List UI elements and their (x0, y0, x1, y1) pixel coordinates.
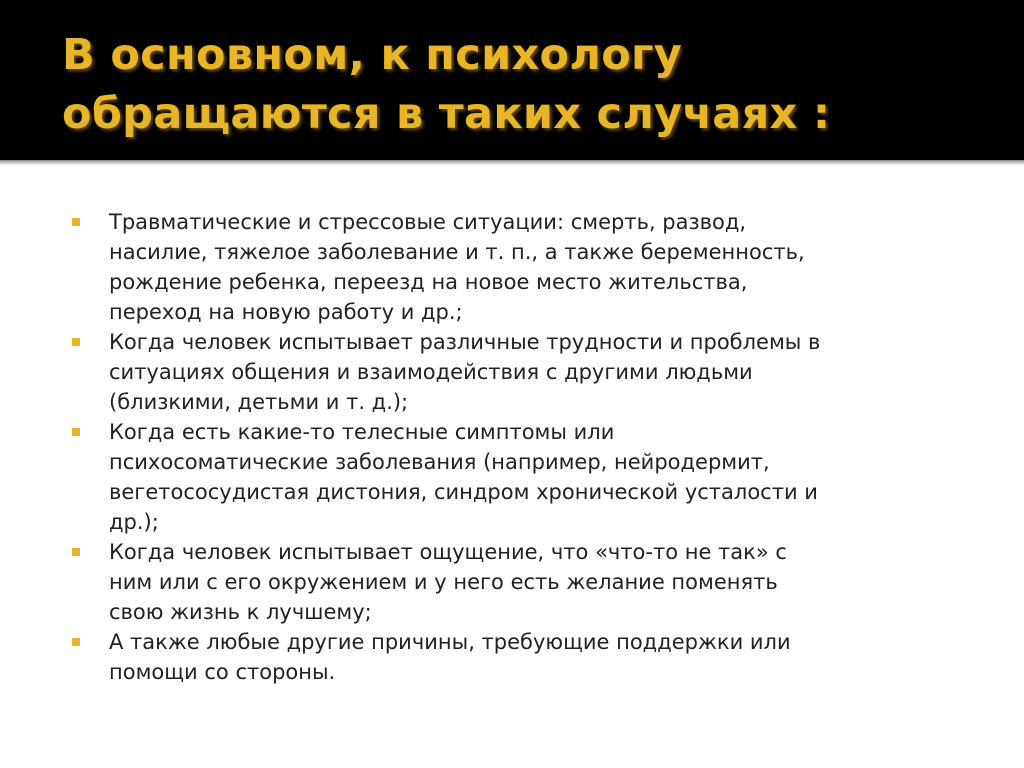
slide-title (62, 26, 1002, 144)
square-bullet-icon (72, 638, 80, 646)
bullet-text-line: насилие, тяжелое заболевание и т. п., а также беременность, (109, 240, 805, 264)
bullet-text-line: вегетососудистая дистония, синдром хронической усталости и (109, 480, 818, 504)
title-divider (0, 160, 1024, 167)
bullet-text-line: Когда человек испытывает различные трудности и проблемы в (109, 330, 821, 354)
bullet-list (72, 207, 972, 687)
bullet-item (72, 417, 972, 537)
bullet-text-line: Травматические и стрессовые ситуации: смерть, развод, (109, 210, 747, 234)
bullet-text-line: переход на новую работу и др.; (109, 300, 463, 324)
bullet-text-line: рождение ребенка, переезд на новое место жительства, (109, 270, 748, 294)
title-line: обращаются в таких случаях : (62, 89, 831, 139)
bullet-item (72, 207, 972, 327)
bullet-text-line: ним или с его окружением и у него есть желание поменять (109, 570, 778, 594)
bullet-text-line: др.); (109, 510, 159, 534)
bullet-text-line: ситуациях общения и взаимодействия с другими людьми (109, 360, 753, 384)
square-bullet-icon (72, 548, 80, 556)
bullet-text-line: Когда человек испытывает ощущение, что «что-то не так» с (109, 540, 787, 564)
bullet-item (72, 327, 972, 417)
square-bullet-icon (72, 428, 80, 436)
bullet-item (72, 627, 972, 687)
bullet-text-line: помощи со стороны. (109, 660, 336, 684)
bullet-text-line: Когда есть какие-то телесные симптомы или (109, 420, 615, 444)
square-bullet-icon (72, 338, 80, 346)
bullet-text-line: психосоматические заболевания (например, нейродермит, (109, 450, 770, 474)
bullet-text-line: свою жизнь к лучшему; (109, 600, 372, 624)
title-line: В основном, к психологу (62, 30, 683, 80)
bullet-text-line: (близкими, детьми и т. д.); (109, 390, 409, 414)
bullet-text-line: А также любые другие причины, требующие поддержки или (109, 630, 791, 654)
bullet-item (72, 537, 972, 627)
square-bullet-icon (72, 218, 80, 226)
